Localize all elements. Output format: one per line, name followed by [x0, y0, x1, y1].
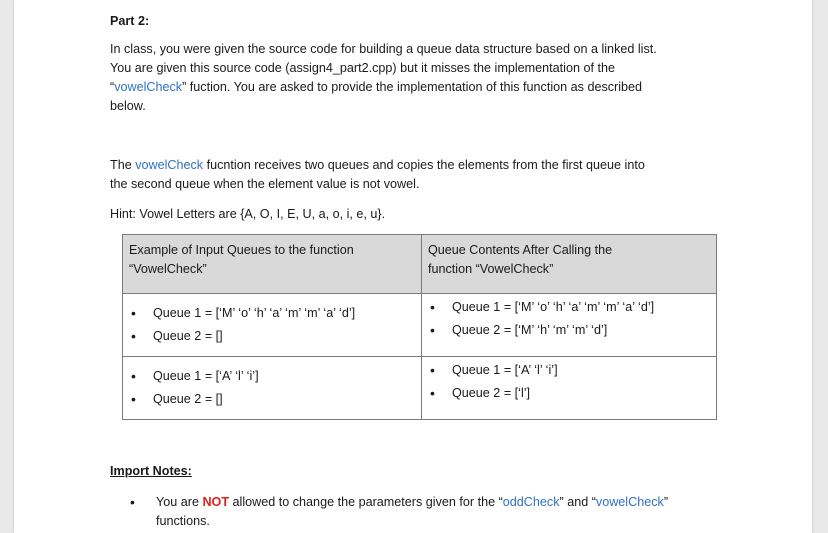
header-output-line-2: function “VowelCheck”	[428, 262, 554, 276]
intro-line-3-rest: ” fuction. You are asked to provide the implementation of this function as described	[182, 80, 643, 94]
not-emphasis: NOT	[202, 495, 230, 509]
list-item: • Queue 2 = []	[129, 388, 415, 411]
header-output-line-1: Queue Contents After Calling the	[428, 243, 613, 257]
list-item: • Queue 1 = [‘M’ ‘o’ ‘h’ ‘a’ ‘m’ ‘m’ ‘a’ ‘d’]	[428, 296, 710, 319]
note-text-c: ” and “	[559, 495, 596, 509]
header-input-line-1: Example of Input Queues to the function	[129, 243, 354, 257]
list-item: • Queue 2 = [‘l’]	[428, 382, 710, 405]
vowelcheck-term: vowelCheck	[135, 158, 204, 172]
table-header-row	[123, 235, 717, 294]
note-line-2: functions.	[156, 514, 210, 528]
intro-paragraph	[110, 40, 730, 116]
intro-line-3	[110, 78, 730, 97]
list-item: • Queue 1 = [‘A’ ‘l’ ‘i’]	[129, 365, 415, 388]
vowelcheck-link: vowelCheck	[114, 80, 183, 94]
table-row	[123, 357, 717, 420]
example-table	[122, 234, 717, 420]
list-item: • Queue 1 = [‘A’ ‘l’ ‘i’]	[428, 359, 710, 382]
oddcheck-term: oddCheck	[502, 495, 560, 509]
output-cell	[422, 357, 717, 420]
list-item: • Queue 2 = [‘M’ ‘h’ ‘m’ ‘m’ ‘d’]	[428, 319, 710, 342]
note-text-a: You are	[156, 495, 203, 509]
input-cell	[123, 294, 422, 357]
list-item	[110, 493, 730, 531]
input-cell	[123, 357, 422, 420]
document-page	[14, 0, 812, 533]
vowelcheck-term-note: vowelCheck	[595, 495, 664, 509]
intro-line-4: below.	[110, 99, 146, 113]
notes-heading: Import Notes:	[110, 464, 192, 478]
header-output	[422, 235, 717, 294]
description-line-2: the second queue when the element value is not vowel.	[110, 177, 420, 191]
notes-list	[110, 493, 730, 531]
description-line-1	[110, 156, 730, 175]
note-line-1	[156, 493, 730, 512]
description-lead: The	[110, 158, 136, 172]
table-row	[123, 294, 717, 357]
list-item: • Queue 1 = [‘M’ ‘o’ ‘h’ ‘a’ ‘m’ ‘m’ ‘a’ ‘d’]	[129, 302, 415, 325]
output-cell	[422, 294, 717, 357]
description-rest: fucntion receives two queues and copies the elements from the first queue into	[203, 158, 645, 172]
part-heading: Part 2:	[110, 14, 150, 28]
hint-text: Hint: Vowel Letters are {A, O, I, E, U, a, o, i, e, u}.	[110, 207, 386, 221]
note-text-b: allowed to change the parameters given for the “	[229, 495, 503, 509]
intro-line-1: In class, you were given the source code for building a queue data structure based on a linked list.	[110, 42, 657, 56]
description-paragraph	[110, 156, 730, 194]
header-input-line-2: “VowelCheck”	[129, 262, 207, 276]
intro-line-2: You are given this source code (assign4_part2.cpp) but it misses the implementation of the	[110, 61, 615, 75]
list-item: • Queue 2 = []	[129, 325, 415, 348]
note-text-d: ”	[663, 495, 669, 509]
quote-open: “	[110, 80, 115, 94]
header-input	[123, 235, 422, 294]
